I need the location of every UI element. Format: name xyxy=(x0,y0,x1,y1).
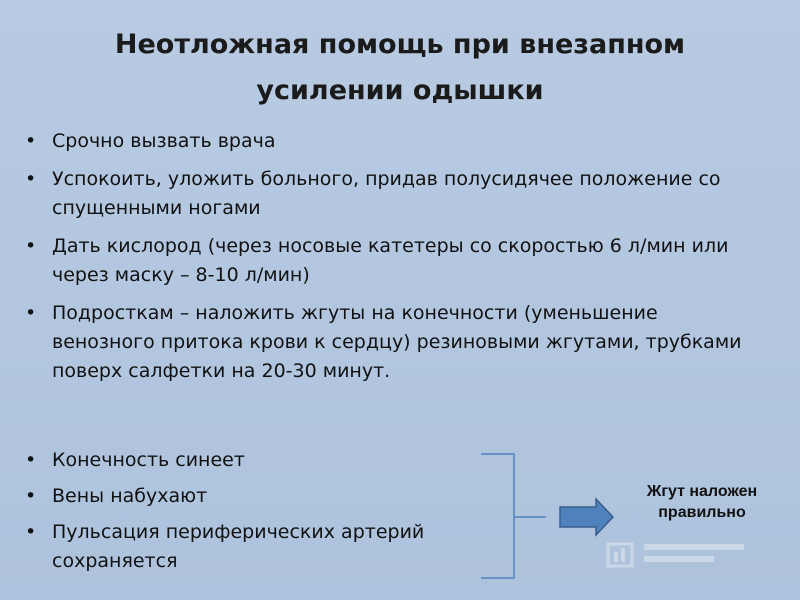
bullet-icon: • xyxy=(25,302,37,324)
list-item-text: Срочно вызвать врача xyxy=(52,130,276,152)
list-item-text: Дать кислород (через носовые катетеры со скоростью 6 л/мин или через маску – 8-10 л/мин) xyxy=(52,235,729,286)
bullet-icon: • xyxy=(25,449,37,471)
right-bracket-icon xyxy=(481,454,514,578)
list-item-text: Успокоить, уложить больного, придав полусидячее положение со спущенными ногами xyxy=(52,168,721,219)
bullet-icon: • xyxy=(25,130,37,152)
bullet-icon: • xyxy=(25,235,37,257)
bullet-icon: • xyxy=(25,168,37,190)
presentation-watermark-icon xyxy=(604,538,754,578)
bullet-icon: • xyxy=(25,485,37,507)
result-label: Жгут наложен правильно xyxy=(646,483,758,521)
list-item-text: Конечность синеет xyxy=(52,449,245,471)
list-item-text: Пульсация периферических артерий сохраняется xyxy=(52,521,425,572)
list-item-text: Вены набухают xyxy=(52,485,208,507)
slide-title: Неотложная помощь при внезапном усилении одышки xyxy=(114,29,686,106)
right-arrow-icon xyxy=(560,499,613,535)
bullet-icon: • xyxy=(25,521,37,543)
list-item-text: Подросткам – наложить жгуты на конечности (уменьшение венозного притока крови к сердцу) резиновыми жгутами, трубками поверх салфетки на 20-30 минут. xyxy=(52,302,742,382)
